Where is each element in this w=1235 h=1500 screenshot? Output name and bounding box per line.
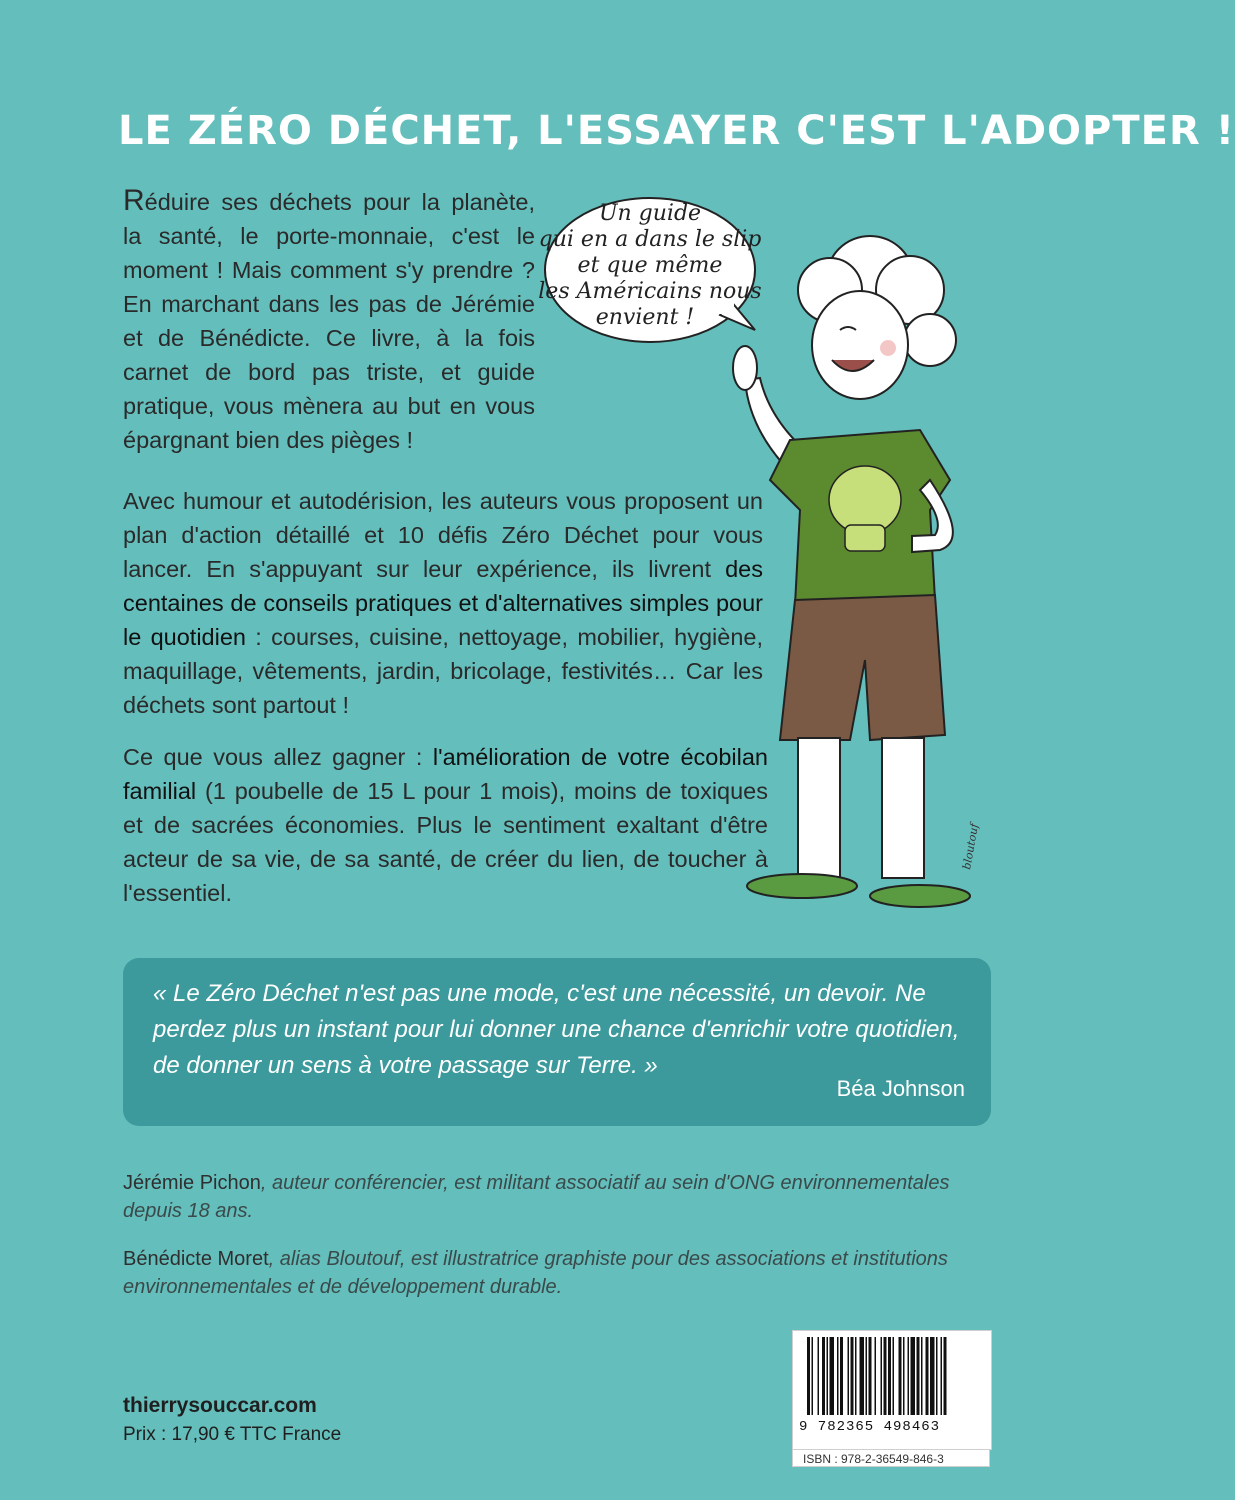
quote-text: « Le Zéro Déchet n'est pas une mode, c'est une nécessité, un devoir. Ne perdez plus un instant pour lui donner une chance d'enrichir votre quotidien, de donner un sens à votre passage sur Terre. » (153, 980, 960, 1079)
barcode-bar (941, 1337, 943, 1415)
method-text-a: Avec humour et autodérision, les auteurs vous proposent un plan d'action détaillé et 10 défis Zéro Déchet pour vous lancer. En s'appuyant sur leur expérience, ils livrent (123, 488, 763, 582)
barcode-bar (944, 1337, 947, 1415)
barcode-bar (936, 1337, 938, 1415)
barcode-bar (926, 1337, 929, 1415)
barcode-bar (840, 1337, 843, 1415)
isbn-label: ISBN : 978-2-36549-846-3 (792, 1449, 990, 1467)
barcode-bar (908, 1337, 910, 1415)
method-text-b: : courses, cuisine, nettoyage, mobilier, hygiène, maquillage, vêtements, jardin, bricolage, festivités… Car les déchets sont partout ! (123, 624, 763, 718)
barcode-bar (921, 1337, 923, 1415)
intro-text: éduire ses déchets pour la planète, la santé, le porte-monnaie, c'est le moment ! Mais comment s'y prendre ? En marchant dans les pas de Jérémie et de Bénédicte. Ce livre, à la fois carnet de bord pas triste, et guide pratique, vous mènera au but en vous épargnant bien des pièges ! (123, 189, 535, 453)
barcode-bar (830, 1337, 835, 1415)
benefits-highlight: l'amélioration de votre écobilan familial (123, 744, 768, 804)
cover-title: LE ZÉRO DÉCHET, L'ESSAYER C'EST L'ADOPTER ! (118, 108, 1235, 154)
benefits-text-b: (1 poubelle de 15 L pour 1 mois), moins de toxiques et de sacrées économies. Plus le sentiment exaltant d'être acteur de sa vie, de sa santé, de créer du lien, de toucher à l'essentiel. (123, 778, 768, 906)
bubble-line-1: Un guide (598, 201, 702, 226)
barcode-bar (807, 1337, 810, 1415)
author-name-1: Jérémie Pichon (123, 1172, 261, 1194)
barcode-bar (855, 1337, 857, 1415)
barcode-bar (812, 1337, 814, 1415)
barcode-bars (793, 1333, 991, 1419)
author-bio-1 (123, 1169, 983, 1225)
bubble-line-4: les Américains nous (538, 279, 762, 304)
illustrator-signature: bloutouf (960, 822, 982, 871)
drop-cap: R (123, 184, 145, 217)
author-description-2: , alias Bloutouf, est illustratrice graphiste pour des associations et institutions environnementales et de développement durable. (123, 1248, 948, 1298)
barcode-bar (881, 1337, 883, 1415)
barcode-bar (911, 1337, 916, 1415)
barcode-bar (860, 1337, 865, 1415)
barcode-bar (893, 1337, 895, 1415)
bubble-line-5: envient ! (595, 305, 695, 330)
barcode-bar (899, 1337, 902, 1415)
character-legs (798, 738, 924, 878)
barcode-bar (851, 1337, 854, 1415)
barcode-bar (930, 1337, 935, 1415)
barcode-bar (875, 1337, 877, 1415)
quote-author: Béa Johnson (836, 1076, 965, 1101)
speech-bubble (538, 198, 761, 342)
character-illustration (540, 180, 1000, 920)
character-flip-flops (747, 874, 970, 907)
barcode-bar (818, 1337, 820, 1415)
barcode-bar (888, 1337, 891, 1415)
author-description-1: , auteur conférencier, est militant associatif au sein d'ONG environnementales depuis 18 ans. (123, 1172, 950, 1222)
barcode (792, 1330, 992, 1450)
barcode-bar (917, 1337, 920, 1415)
barcode-bar (869, 1337, 872, 1415)
barcode-bar (884, 1337, 887, 1415)
author-name-2: Bénédicte Moret (123, 1248, 269, 1270)
barcode-digits: 9 782365 498463 (799, 1419, 941, 1435)
author-bio-2 (123, 1245, 983, 1301)
barcode-bar (848, 1337, 850, 1415)
price-label: Prix : 17,90 € TTC France (123, 1424, 342, 1445)
barcode-bar (837, 1337, 839, 1415)
bubble-line-2: qui en a dans le slip (538, 227, 762, 252)
publisher-website[interactable]: thierrysouccar.com (123, 1394, 317, 1417)
barcode-bar (866, 1337, 868, 1415)
barcode-bar (827, 1337, 829, 1415)
character-shirt (770, 430, 950, 605)
benefits-text-a: Ce que vous allez gagner : (123, 744, 433, 770)
quote-box (123, 958, 991, 1126)
bubble-line-3: et que même (577, 253, 723, 278)
intro-paragraph (123, 184, 535, 457)
method-highlight: des centaines de conseils pratiques et d'alternatives simples pour le quotidien (123, 556, 763, 650)
barcode-bar (822, 1337, 825, 1415)
character-shorts (780, 595, 945, 740)
barcode-bar (903, 1337, 905, 1415)
character-head (812, 291, 908, 399)
